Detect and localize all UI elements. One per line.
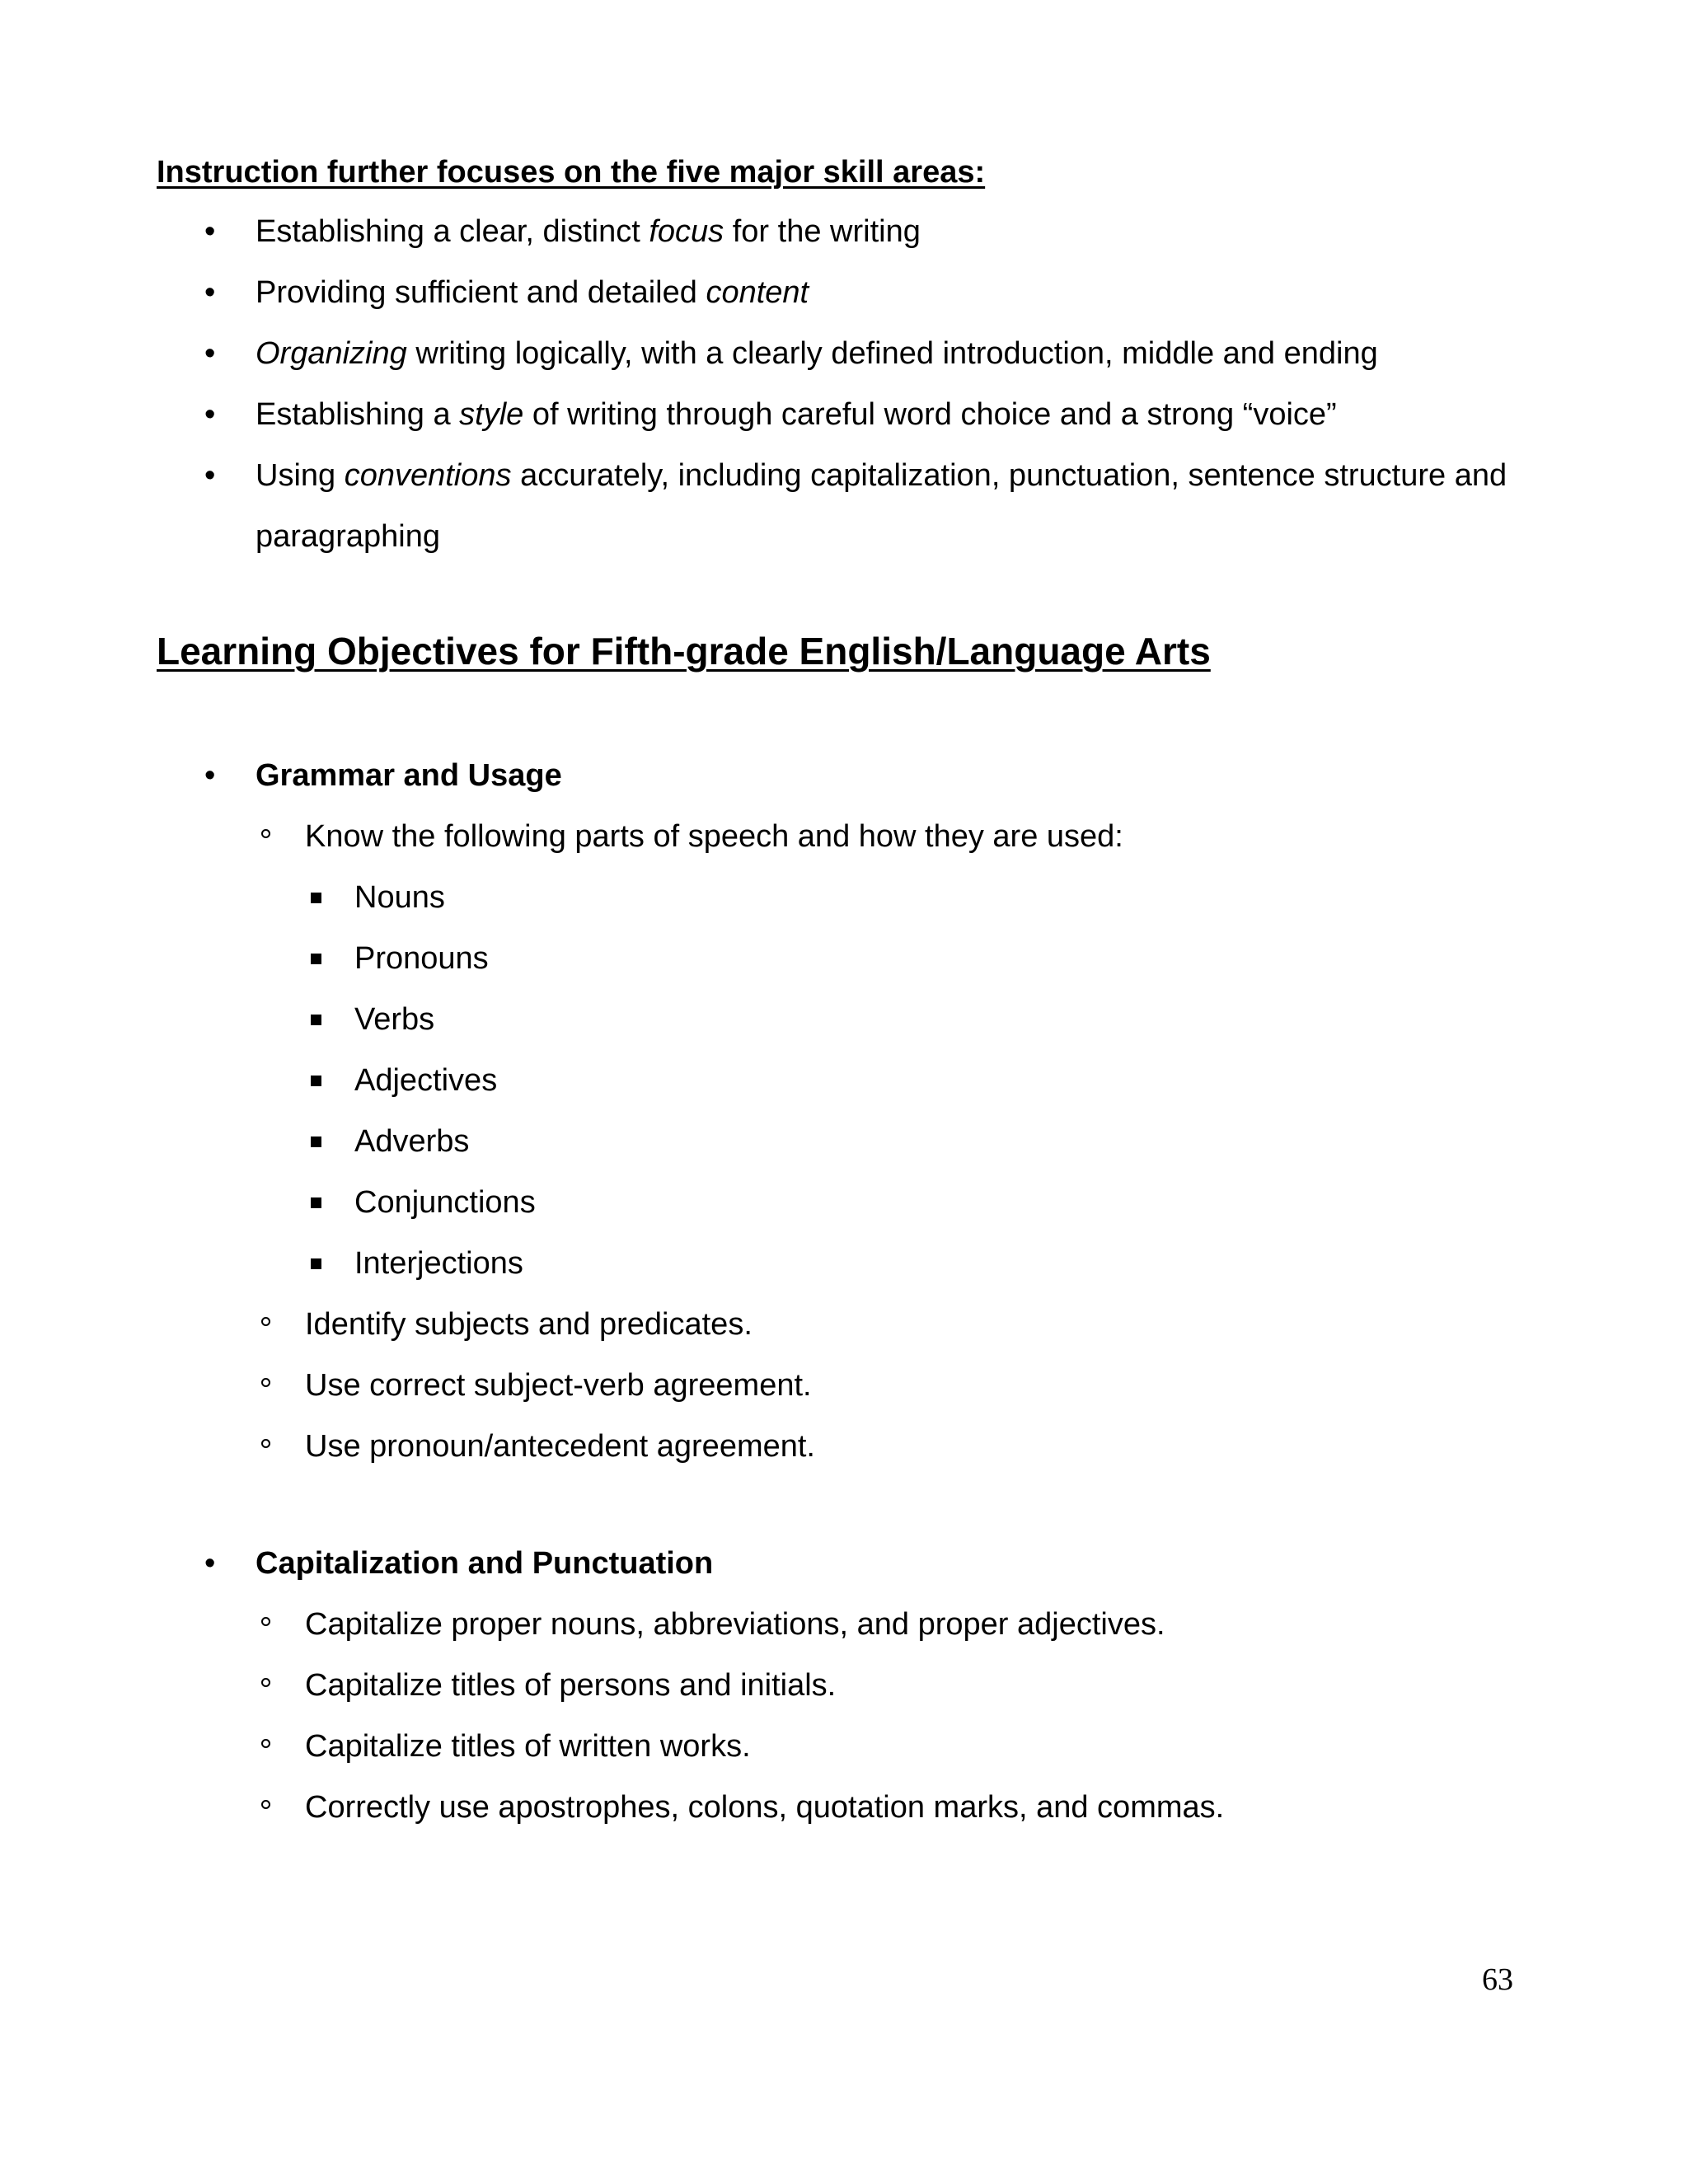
bullet-icon: • [204, 275, 216, 310]
list-item: Use pronoun/antecedent agreement. [256, 1416, 1574, 1477]
list-item: • Establishing a clear, distinct focus for the writing [157, 201, 1574, 262]
objective-grammar [157, 745, 1574, 1477]
bullet-icon: • [204, 214, 216, 249]
circle-bullet-icon [261, 829, 270, 838]
list-item: • Establishing a style of writing through careful word choice and a strong “voice” [157, 384, 1574, 445]
parts-of-speech-list [305, 867, 1574, 1294]
list-item: Verbs [305, 989, 1574, 1050]
square-bullet-icon [311, 893, 321, 903]
square-bullet-icon [311, 1137, 321, 1147]
bullet-icon: • [204, 336, 216, 371]
intro-heading: Instruction further focuses on the five major skill areas: [157, 155, 986, 190]
circle-bullet-icon [261, 1378, 270, 1387]
list-item: Capitalize titles of persons and initials. [256, 1655, 1574, 1716]
list-item: Adverbs [305, 1111, 1574, 1172]
circle-bullet-icon [261, 1800, 270, 1809]
list-item: • Providing sufficient and detailed content [157, 262, 1574, 323]
grammar-sub-list [256, 806, 1574, 1477]
section-heading: Learning Objectives for Fifth-grade English/Language Arts [157, 630, 1211, 673]
objective-title: Grammar and Usage [256, 758, 562, 793]
list-item: Know the following parts of speech and how they are used: Nouns Pronouns Verbs Adjectives Adverbs Conjunctions Interjections [256, 806, 1574, 1294]
objective-capitalization [157, 1533, 1574, 1838]
objectives-list [157, 745, 1574, 1838]
page-number: 63 [1482, 1962, 1513, 1997]
square-bullet-icon [311, 954, 321, 964]
bullet-icon: • [204, 397, 216, 432]
circle-bullet-icon [261, 1439, 270, 1448]
list-item: Interjections [305, 1233, 1574, 1294]
list-item: Nouns [305, 867, 1574, 928]
circle-bullet-icon [261, 1617, 270, 1626]
list-item: • Organizing writing logically, with a clearly defined introduction, middle and ending [157, 323, 1574, 384]
list-item: Correctly use apostrophes, colons, quotation marks, and commas. [256, 1777, 1574, 1838]
skill-areas-list [157, 201, 1574, 567]
bullet-icon: • [204, 758, 216, 793]
circle-bullet-icon [261, 1678, 270, 1687]
list-item: Capitalize proper nouns, abbreviations, and proper adjectives. [256, 1594, 1574, 1655]
list-item: Identify subjects and predicates. [256, 1294, 1574, 1355]
list-item: Conjunctions [305, 1172, 1574, 1233]
square-bullet-icon [311, 1197, 321, 1208]
list-item: Adjectives [305, 1050, 1574, 1111]
bullet-icon: • [204, 1546, 216, 1581]
circle-bullet-icon [261, 1317, 270, 1326]
list-item: Use correct subject-verb agreement. [256, 1355, 1574, 1416]
capitalization-sub-list [256, 1594, 1574, 1838]
square-bullet-icon [311, 1076, 321, 1086]
bullet-icon: • [204, 458, 216, 493]
square-bullet-icon [311, 1015, 321, 1025]
list-item: Pronouns [305, 928, 1574, 989]
square-bullet-icon [311, 1258, 321, 1269]
list-item: • Using conventions accurately, including capitalization, punctuation, sentence structure and paragraphing [157, 445, 1574, 567]
circle-bullet-icon [261, 1739, 270, 1748]
list-item: Capitalize titles of written works. [256, 1716, 1574, 1777]
objective-title: Capitalization and Punctuation [256, 1546, 714, 1581]
